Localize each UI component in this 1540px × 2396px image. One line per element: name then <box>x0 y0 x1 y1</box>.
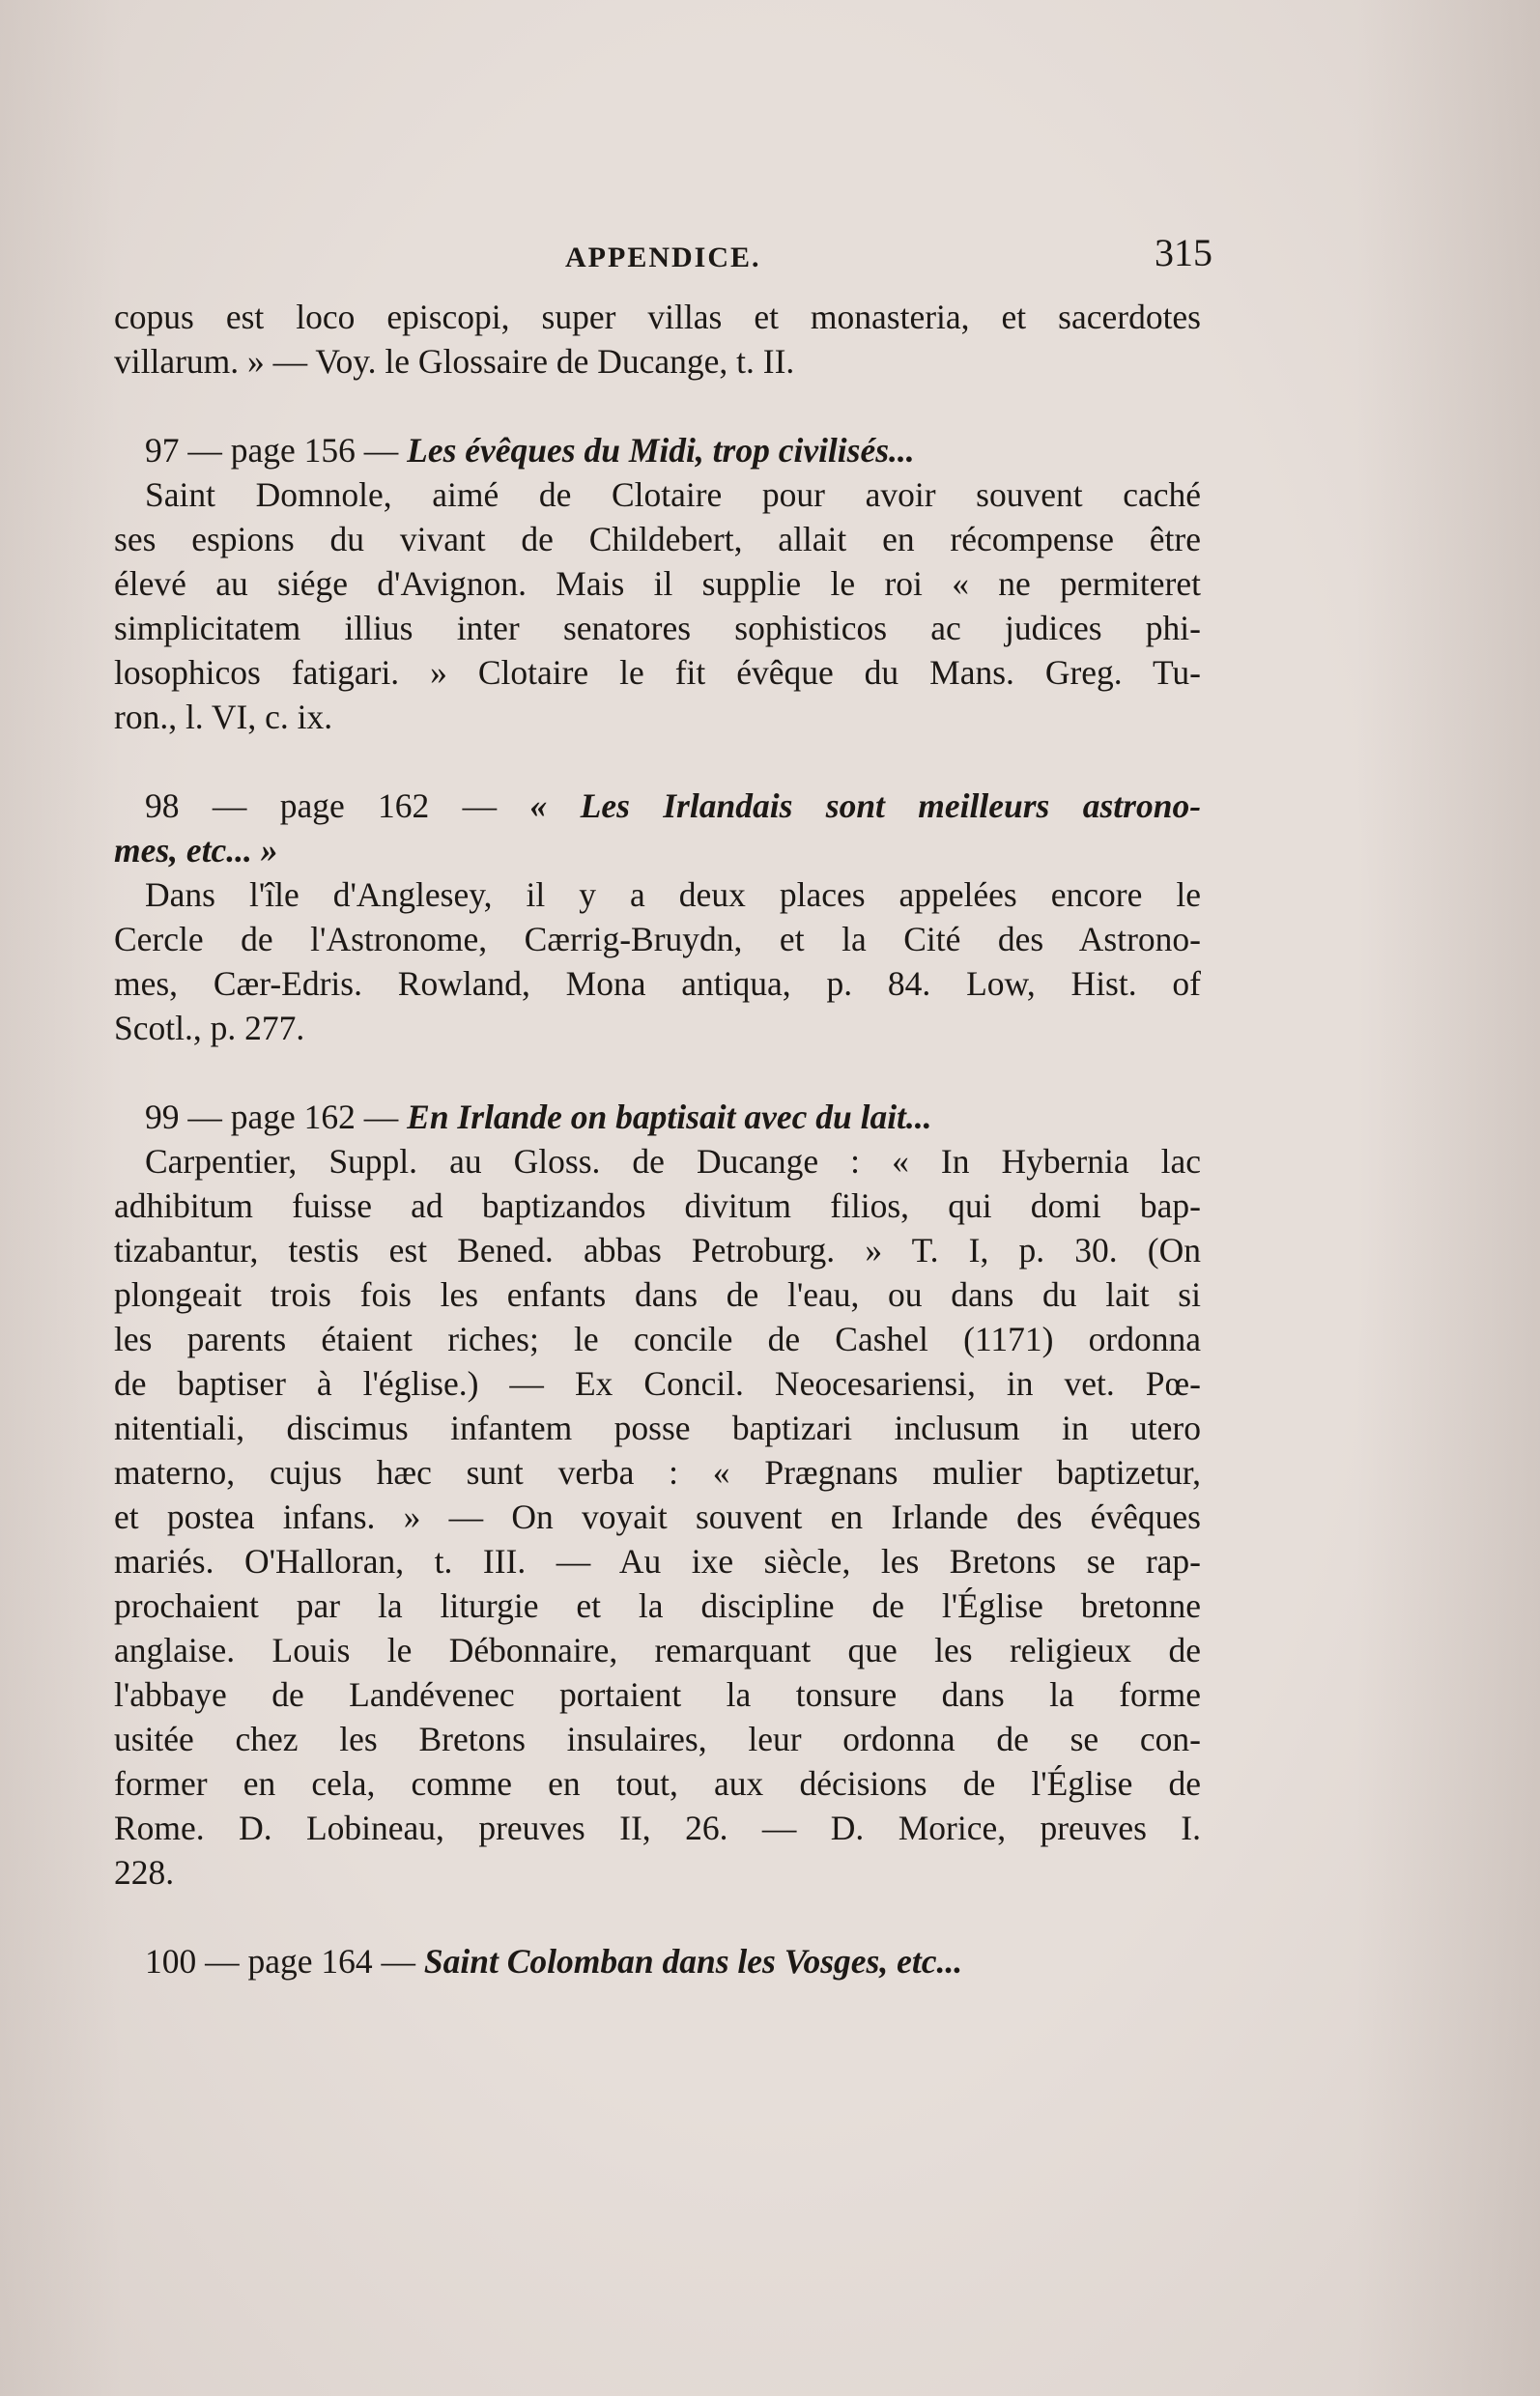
note-heading-98 <box>114 784 1201 828</box>
text-line: les parents étaient riches; le concile de Cashel (1171) ordonna <box>114 1320 1201 1358</box>
text-line: villarum. » — Voy. le Glossaire de Ducange, t. II. <box>114 342 795 381</box>
text-line: élevé au siége d'Avignon. Mais il supplie le roi « ne permiteret <box>114 564 1201 603</box>
note-heading-98-cont <box>114 828 1201 872</box>
page-number: 315 <box>1155 231 1212 274</box>
note-title: Les évêques du Midi, trop civilisés... <box>407 431 915 470</box>
note-title: Saint Colomban dans les Vosges, etc... <box>423 1942 963 1981</box>
text-line: materno, cujus hæc sunt verba : « Prægnans mulier baptizetur, <box>114 1453 1201 1492</box>
text-line: tizabantur, testis est Bened. abbas Petroburg. » T. I, p. 30. (On <box>114 1231 1201 1269</box>
note-title-cont: mes, etc... » <box>114 831 278 870</box>
note-title: En Irlande on baptisait avec du lait... <box>407 1098 932 1136</box>
text-line: et postea infans. » — On voyait souvent en Irlande des évêques <box>114 1498 1201 1536</box>
text-line: anglaise. Louis le Débonnaire, remarquant que les religieux de <box>114 1631 1201 1669</box>
note-ref: 100 — page 164 — <box>145 1942 416 1981</box>
text-line: de baptiser à l'église.) — Ex Concil. Neocesariensi, in vet. Pœ- <box>114 1364 1201 1403</box>
text-line: copus est loco episcopi, super villas et monasteria, et sacerdotes <box>114 298 1201 336</box>
text-line: Scotl., p. 277. <box>114 1009 305 1047</box>
note-title: « Les Irlandais sont meilleurs astrono- <box>529 786 1202 825</box>
text-line: ron., l. VI, c. ix. <box>114 698 333 736</box>
text-line: ses espions du vivant de Childebert, allait en récompense être <box>114 520 1201 558</box>
page-header <box>116 230 1212 288</box>
text-line: prochaient par la liturgie et la discipline de l'Église bretonne <box>114 1586 1201 1625</box>
text-line: Cercle de l'Astronome, Cærrig-Bruydn, et la Cité des Astrono- <box>114 920 1201 958</box>
note-heading-100 <box>114 1939 1201 1983</box>
running-head: APPENDICE. <box>565 242 761 273</box>
note-ref: 97 — page 156 — <box>145 431 399 470</box>
text-line: 228. <box>114 1853 175 1892</box>
text-line: mes, Cær-Edris. Rowland, Mona antiqua, p. 84. Low, Hist. of <box>114 964 1201 1003</box>
note-heading-97 <box>114 428 1201 472</box>
text-line: Rome. D. Lobineau, preuves II, 26. — D. Morice, preuves I. <box>114 1809 1201 1847</box>
text-line: plongeait trois fois les enfants dans de l'eau, ou dans du lait si <box>114 1275 1201 1314</box>
text-line: Carpentier, Suppl. au Gloss. de Ducange : « In Hybernia lac <box>145 1142 1201 1181</box>
text-line: Dans l'île d'Anglesey, il y a deux places appelées encore le <box>145 875 1201 914</box>
text-line: nitentiali, discimus infantem posse baptizari inclusum in utero <box>114 1409 1201 1447</box>
note-ref: 98 — page 162 — <box>145 786 498 825</box>
text-line: former en cela, comme en tout, aux décisions de l'Église de <box>114 1764 1201 1803</box>
body-text <box>114 295 1201 1983</box>
text-line: usitée chez les Bretons insulaires, leur ordonna de se con- <box>114 1720 1201 1758</box>
text-line: mariés. O'Halloran, t. III. — Au ixe siècle, les Bretons se rap- <box>114 1542 1201 1581</box>
note-ref: 99 — page 162 — <box>145 1098 399 1136</box>
text-line: adhibitum fuisse ad baptizandos divitum filios, qui domi bap- <box>114 1186 1201 1225</box>
text-line: l'abbaye de Landévenec portaient la tonsure dans la forme <box>114 1675 1201 1714</box>
text-line: simplicitatem illius inter senatores sophisticos ac judices phi- <box>114 609 1201 647</box>
note-heading-99 <box>114 1095 1201 1139</box>
text-line: losophicos fatigari. » Clotaire le fit évêque du Mans. Greg. Tu- <box>114 653 1201 692</box>
text-line: Saint Domnole, aimé de Clotaire pour avoir souvent caché <box>145 475 1201 514</box>
